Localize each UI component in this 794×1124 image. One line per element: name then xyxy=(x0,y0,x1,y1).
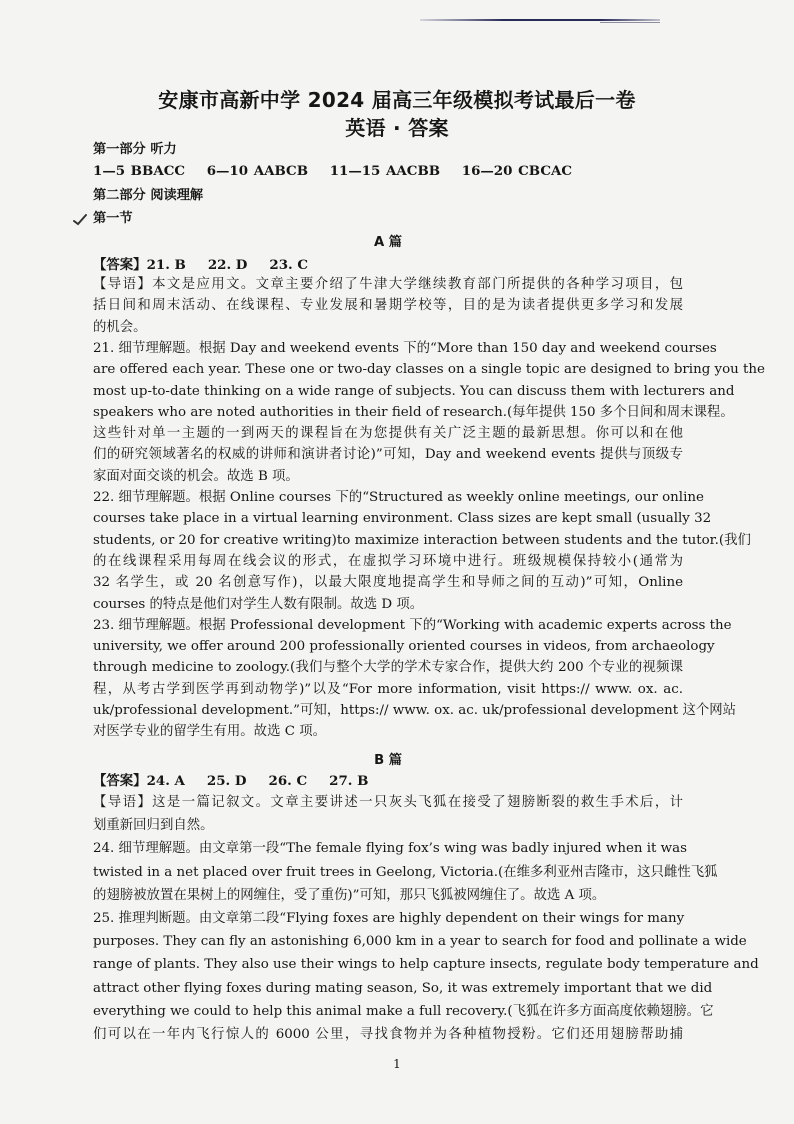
text-line: 对医学专业的留学生有用。故选 C 项。 xyxy=(93,724,327,740)
text-line: everything we could to help this animal make a full recovery.(飞狐在许多方面高度依赖翅膀。它 xyxy=(93,1003,714,1019)
passage-a-answers xyxy=(93,254,683,276)
text-line: purposes. They can fly an astonishing 6,000 km in a year to search for food and pollinate a wide xyxy=(93,934,747,950)
answer-item: 22. D xyxy=(207,257,248,273)
text-line: 23. 细节理解题。根据 Professional development 下的“Working with academic experts across the xyxy=(93,617,732,633)
text-line: courses 的特点是他们对学生人数有限制。故选 D 项。 xyxy=(93,596,424,612)
handwritten-check-icon xyxy=(72,212,88,228)
listening-answer-group: 1—5 BBACC xyxy=(93,163,186,179)
text-line: students, or 20 for creative writing)to maximize interaction between students and the tutor.(我们 xyxy=(93,532,751,548)
text-line: twisted in a net placed over fruit trees in Geelong, Victoria.(在维多利亚州吉隆市，这只雌性飞狐 xyxy=(93,864,718,880)
part1-heading: 第一部分 听力 xyxy=(93,142,177,157)
listening-answer-group: 6—10 AABCB xyxy=(206,163,309,179)
page-number: 1 xyxy=(393,1057,401,1071)
listening-answer-group: 11—15 AACBB xyxy=(329,163,441,179)
passage-a-heading: A 篇 xyxy=(374,235,402,250)
text-line: are offered each year. These one or two-day classes on a single topic are designed to bring you the xyxy=(93,362,765,378)
answer-item: 26. C xyxy=(268,773,308,789)
text-line: speakers who are noted authorities in their field of research.(每年提供 150 多个日间和周末课程。 xyxy=(93,404,734,420)
text-line: 的在线课程采用每周在线会议的形式，在虚拟学习环境中进行。班级规模保持较小(通常为 xyxy=(93,553,683,569)
scan-artifact-line xyxy=(420,19,660,21)
text-line: 划重新回归到自然。 xyxy=(93,818,214,834)
answer-item: 25. D xyxy=(206,773,247,789)
passage-b-answers xyxy=(93,770,683,792)
text-line: 32 名学生，或 20 名创意写作)，以最大限度地提高学生和导师之间的互动)”可知，Online xyxy=(93,575,683,591)
text-line: 们的研究领域著名的权威的讲师和演讲者讨论)”可知，Day and weekend events 提供与顶级专 xyxy=(93,447,683,463)
text-line: 家面对面交谈的机会。故选 B 项。 xyxy=(93,468,299,484)
text-line: 程，从考古学到医学再到动物学)”以及“For more information, visit https:// www. ox. ac. xyxy=(93,681,683,697)
scan-artifact-line-2 xyxy=(600,22,660,23)
text-line: 这些针对单一主题的一到两天的课程旨在为您提供有关广泛主题的最新思想。你可以和在他 xyxy=(93,426,683,442)
part2-heading: 第二部分 阅读理解 xyxy=(93,188,204,203)
text-line: 们可以在一年内飞行惊人的 6000 公里，寻找食物并为各种植物授粉。它们还用翅膀帮助捕 xyxy=(93,1027,683,1042)
section1-heading: 第一节 xyxy=(93,211,133,226)
listening-answers xyxy=(93,160,683,182)
text-line: 21. 细节理解题。根据 Day and weekend events 下的“More than 150 day and weekend courses xyxy=(93,340,717,356)
passage-b-heading: B 篇 xyxy=(374,753,402,768)
answer-item: 24. A xyxy=(146,773,185,789)
text-line: 【导语】这是一篇记叙文。文章主要讲述一只灰头飞狐在接受了翅膀断裂的救生手术后，计 xyxy=(93,795,683,810)
document-subtitle: 英语 · 答案 xyxy=(345,116,449,140)
answer-item: 27. B xyxy=(329,773,369,789)
text-line: university, we offer around 200 professionally oriented courses in videos, from archaeology xyxy=(93,639,715,655)
listening-answer-group: 16—20 CBCAC xyxy=(461,163,573,179)
document-title: 安康市高新中学 2024 届高三年级模拟考试最后一卷 xyxy=(158,88,636,112)
text-line: 22. 细节理解题。根据 Online courses 下的“Structured as weekly online meetings, our online xyxy=(93,490,704,505)
text-line: uk/professional development.”可知，https:// www. ox. ac. uk/professional development 这个网站 xyxy=(93,703,737,718)
answer-label: 【答案】 xyxy=(93,773,147,789)
answer-label: 【答案】 xyxy=(93,257,147,273)
text-line: 括日间和周末活动、在线课程、专业发展和暑期学校等，目的是为读者提供更多学习和发展 xyxy=(93,298,683,314)
text-line: range of plants. They also use their wings to help capture insects, regulate body temperature and xyxy=(93,957,759,973)
text-line: 24. 细节理解题。由文章第一段“The female flying fox’s wing was badly injured when it was xyxy=(93,841,687,857)
text-line: 【导语】本文是应用文。文章主要介绍了牛津大学继续教育部门所提供的各种学习项目，包 xyxy=(93,277,683,292)
text-line: 的翅膀被放置在果树上的网缠住，受了重伤)”可知，那只飞狐被网缠住了。故选 A 项。 xyxy=(93,887,606,903)
text-line: most up-to-date thinking on a wide range of subjects. You can discuss them with lecturers and xyxy=(93,383,735,399)
text-line: 25. 推理判断题。由文章第二段“Flying foxes are highly dependent on their wings for many xyxy=(93,911,685,926)
answer-item: 23. C xyxy=(269,257,309,273)
text-line: through medicine to zoology.(我们与整个大学的学术专家合作，提供大约 200 个专业的视频课 xyxy=(93,660,683,676)
text-line: 的机会。 xyxy=(93,319,147,335)
text-line: courses take place in a virtual learning environment. Class sizes are kept small (usually 32 xyxy=(93,511,712,527)
answer-item: 21. B xyxy=(146,257,186,273)
text-line: attract other flying foxes during mating season, So, it was extremely important that we did xyxy=(93,980,713,996)
